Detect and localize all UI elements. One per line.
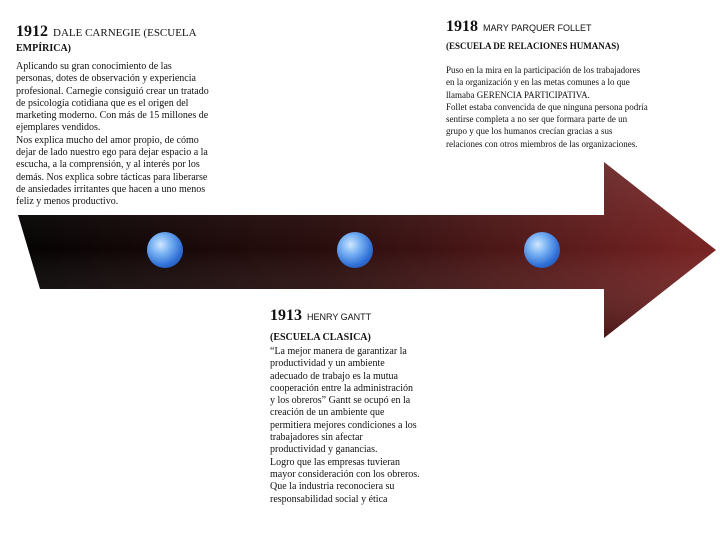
- event-year: 1913: [270, 307, 302, 324]
- event-school: (ESCUELA CLASICA): [270, 332, 371, 343]
- event-description: “La mejor manera de garantizar la productividad y un ambiente adecuado de trabajo es la mutua cooperación entre la administración y los obreros” Gantt se ocupó en la creación de un ambiente que permitiera mejores condiciones a los trabajadores sin afectar productividad y ganancias. Logro que las empresas tuvieran mayor consideración con los obreros. Que la industria reconociera su responsabilidad social y ética: [270, 346, 420, 505]
- event-1918: [446, 17, 716, 150]
- event-school: EMPÍRICA): [16, 43, 71, 54]
- event-description: Puso en la mira en la participación de los trabajadores en la organización y en las metas comunes a lo que llamaba GERENCIA PARTICIPATIVA. Follet estaba convencida de que ninguna persona podría sentirse completa a no ser que formara parte de un grupo y que los humanos crecían gracias a sus relaciones con otros miembros de las organizaciones.: [446, 65, 648, 149]
- event-1913: [270, 306, 450, 506]
- event-1912-header: [16, 22, 256, 43]
- event-school: (ESCUELA DE RELACIONES HUMANAS): [446, 41, 620, 51]
- event-person: DALE CARNEGIE (ESCUELA: [53, 27, 197, 39]
- event-1912: [16, 22, 256, 209]
- timeline-marker-1913: [337, 232, 373, 268]
- event-person: HENRY GANTT: [307, 312, 372, 322]
- event-1913-header: [270, 306, 450, 327]
- event-1918-header: [446, 17, 716, 38]
- event-description: Aplicando su gran conocimiento de las personas, dotes de observación y experiencia profesional. Carnegie consiguió crear un tratado de psicología cotidiana que es el origen del marketing moderno. Con más de 15 millones de ejemplares vendidos. Nos explica mucho del amor propio, de cómo dejar de lado nuestro ego para dejar espacio a la escucha, a la comprensión, y al interés por los demás. Nos explica sobre tácticas para liberarse de ansiedades irritantes que hacen a uno menos feliz y menos productivo.: [16, 61, 209, 208]
- timeline-marker-1918: [524, 232, 560, 268]
- event-year: 1912: [16, 23, 48, 40]
- event-person: MARY PARQUER FOLLET: [483, 23, 592, 33]
- timeline-marker-1912: [147, 232, 183, 268]
- event-year: 1918: [446, 18, 478, 35]
